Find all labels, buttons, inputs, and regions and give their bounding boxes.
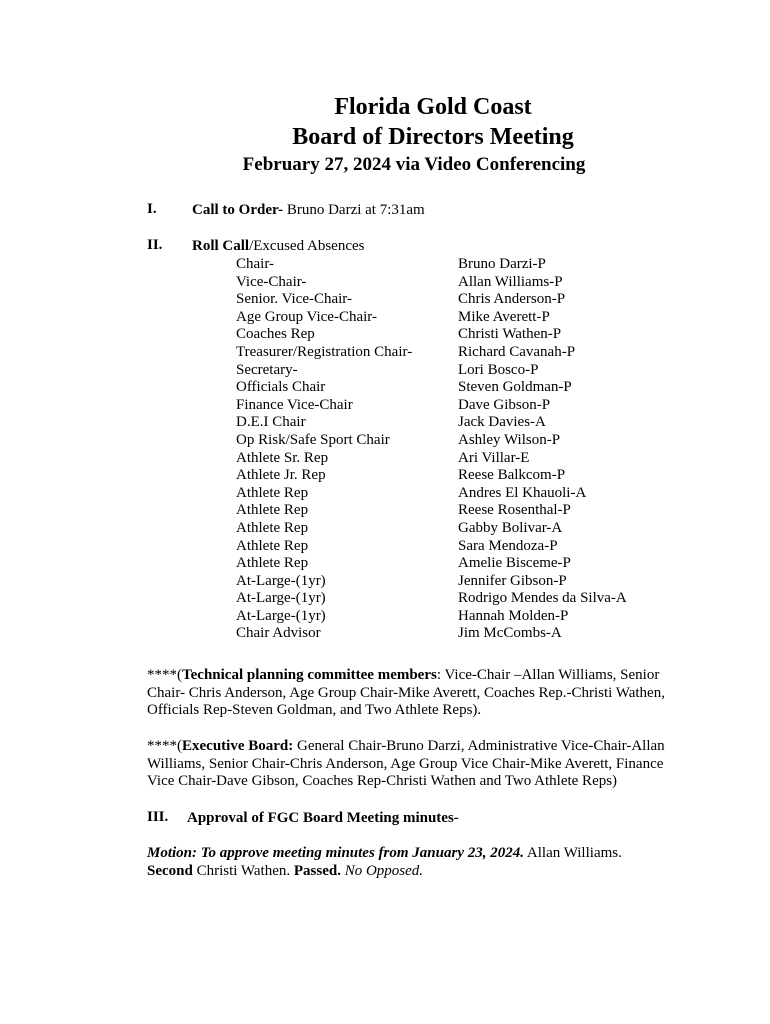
roster-member: Amelie Bisceme-P — [458, 555, 571, 572]
roster-role: At-Large-(1yr) — [236, 607, 326, 624]
executive-board-text: General Chair-Bruno Darzi, Administrative Vice-Chair-Allan Williams, Senior Chair-Chris Anderson, Age Group Vice Chair-Mike Averett, Finance Vice Chair-Dave Gibson, Coaches Rep-Christi Wathen and Two Athlete Reps) — [147, 738, 665, 790]
roster-role: Athlete Rep — [236, 519, 309, 536]
roster-role: Coaches Rep — [236, 326, 315, 343]
roster-row — [236, 344, 656, 362]
motion-paragraph — [147, 845, 687, 880]
roster-row — [236, 256, 656, 274]
section-2-roll-call — [192, 237, 364, 255]
technical-committee-heading: Technical planning committee members — [182, 667, 437, 683]
roll-call-roster — [236, 256, 656, 643]
roster-row — [236, 625, 656, 643]
meeting-date: February 27, 2024 via Video Conferencing — [242, 154, 586, 175]
roster-row — [236, 467, 656, 485]
roster-member: Chris Anderson-P — [458, 291, 566, 308]
technical-committee-text: : Vice-Chair –Allan Williams, Senior Chair- Chris Anderson, Age Group Chair-Mike Averett, Coaches Rep.-Christi Wathen, Officials Rep-Steven Goldman, and Two Athlete Reps). — [147, 667, 665, 719]
roster-row — [236, 326, 656, 344]
roster-row — [236, 432, 656, 450]
document-title: Florida Gold Coast — [334, 94, 532, 120]
roster-member: Rodrigo Mendes da Silva-A — [458, 590, 627, 607]
roster-member: Gabby Bolivar-A — [458, 519, 563, 536]
roster-member: Jennifer Gibson-P — [458, 572, 567, 589]
section-1-text: Bruno Darzi at 7:31am — [283, 202, 425, 218]
roster-role: Chair- — [236, 256, 275, 272]
roster-member: Lori Bosco-P — [458, 361, 539, 378]
roster-role: Athlete Rep — [236, 502, 309, 519]
roster-role: Age Group Vice-Chair- — [236, 308, 377, 325]
roster-role: Senior. Vice-Chair- — [236, 291, 352, 308]
motion-label: Motion: To approve meeting minutes from — [147, 845, 413, 861]
roster-role: Finance Vice-Chair — [236, 396, 353, 413]
roster-role: Treasurer/Registration Chair- — [236, 343, 413, 360]
roster-row — [236, 379, 656, 397]
section-3-heading: Approval of FGC Board Meeting minutes- — [187, 810, 459, 826]
roster-row — [236, 291, 656, 309]
motion-second-name: Christi Wathen. — [192, 862, 294, 879]
roster-role: Vice-Chair- — [236, 273, 307, 290]
section-2-text: /Excused Absences — [249, 238, 365, 254]
roster-member: Andres El Khauoli-A — [458, 484, 587, 501]
roster-member: Hannah Molden-P — [458, 607, 569, 624]
roster-row — [236, 274, 656, 292]
roster-member: Allan Williams-P — [458, 273, 563, 290]
roster-role: Athlete Rep — [236, 555, 309, 572]
technical-committee-note — [147, 667, 687, 720]
roster-member: Bruno Darzi-P — [458, 256, 546, 272]
roster-member: Christi Wathen-P — [458, 326, 562, 343]
roster-member: Jim McCombs-A — [458, 625, 562, 642]
roster-role: D.E.I Chair — [236, 414, 306, 431]
roster-member: Jack Davies-A — [458, 414, 546, 431]
roster-row — [236, 450, 656, 468]
roster-role: Athlete Jr. Rep — [236, 467, 326, 484]
roster-role: Athlete Rep — [236, 484, 309, 501]
motion-date: January 23, 2024. — [412, 845, 524, 861]
roster-row — [236, 608, 656, 626]
motion-second-label: Second — [147, 862, 193, 879]
roster-member: Reese Rosenthal-P — [458, 502, 571, 519]
roster-role: Op Risk/Safe Sport Chair — [236, 431, 390, 448]
roster-row — [236, 414, 656, 432]
roster-row — [236, 362, 656, 380]
roster-role: Athlete Rep — [236, 537, 309, 554]
executive-board-heading: Executive Board: — [182, 738, 294, 754]
section-2-numeral: II. — [147, 237, 163, 253]
roster-member: Reese Balkcom-P — [458, 467, 566, 484]
roster-row — [236, 538, 656, 556]
roster-role: Chair Advisor — [236, 625, 321, 642]
roster-role: At-Large-(1yr) — [236, 572, 326, 589]
note-prefix: ****( — [147, 667, 182, 683]
note-prefix: ****( — [147, 738, 182, 754]
section-1-numeral: I. — [147, 201, 157, 217]
roster-row — [236, 590, 656, 608]
roster-role: Athlete Sr. Rep — [236, 449, 329, 466]
motion-passed: Passed. — [293, 862, 341, 879]
roster-row — [236, 520, 656, 538]
roster-member: Ashley Wilson-P — [458, 431, 561, 448]
section-1-heading: Call to Order- — [192, 202, 284, 218]
roster-member: Richard Cavanah-P — [458, 343, 576, 360]
roster-member: Dave Gibson-P — [458, 396, 551, 413]
section-3-numeral: III. — [147, 809, 169, 825]
section-2-heading: Roll Call — [192, 238, 250, 254]
roster-role: Secretary- — [236, 361, 298, 378]
roster-member: Mike Averett-P — [458, 308, 550, 325]
roster-member: Sara Mendoza-P — [458, 537, 558, 554]
roster-member: Steven Goldman-P — [458, 379, 572, 396]
document-subtitle: Board of Directors Meeting — [292, 124, 574, 150]
roster-row — [236, 397, 656, 415]
roster-row — [236, 573, 656, 591]
roster-role: At-Large-(1yr) — [236, 590, 326, 607]
section-1-call-to-order — [192, 201, 425, 219]
roster-role: Officials Chair — [236, 379, 326, 396]
motion-opposed: No Opposed. — [340, 862, 424, 879]
roster-row — [236, 485, 656, 503]
executive-board-note — [147, 738, 687, 791]
roster-member: Ari Villar-E — [458, 449, 530, 466]
roster-row — [236, 502, 656, 520]
motion-mover: Allan Williams. — [523, 845, 622, 861]
roster-row — [236, 555, 656, 573]
roster-row — [236, 309, 656, 327]
